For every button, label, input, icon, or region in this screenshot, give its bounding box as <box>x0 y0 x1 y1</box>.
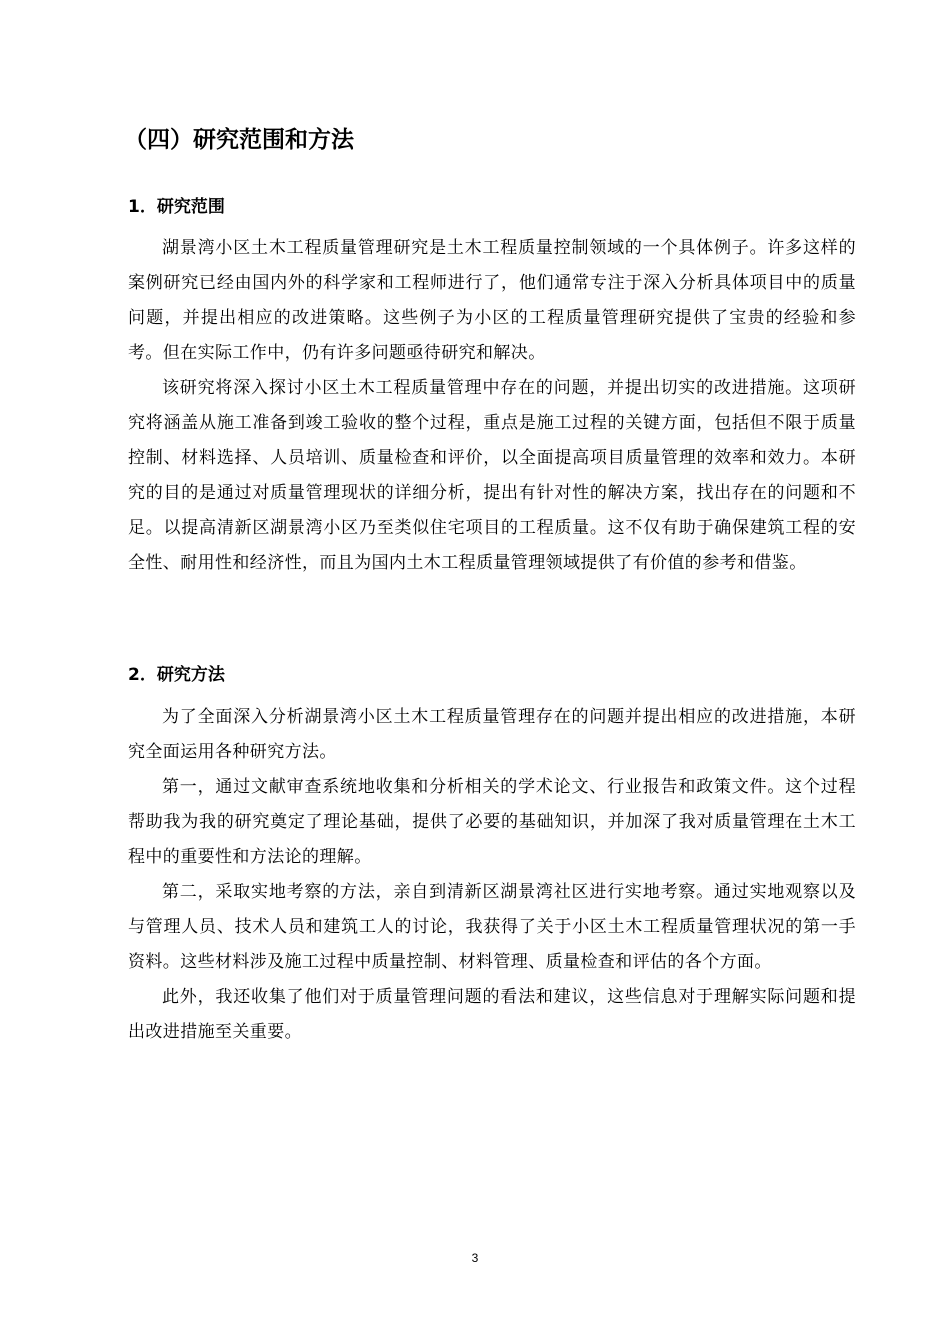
subsection-heading-methods: 2．研究方法 <box>128 665 225 685</box>
scope-body <box>128 231 856 581</box>
paragraph: 湖景湾小区土木工程质量管理研究是土木工程质量控制领域的一个具体例子。许多这样的案例研究已经由国内外的科学家和工程师进行了，他们通常专注于深入分析具体项目中的质量问题，并提出相应的改进策略。这些例子为小区的工程质量管理研究提供了宝贵的经验和参考。但在实际工作中，仍有许多问题亟待研究和解决。 <box>128 238 856 363</box>
methods-body <box>128 700 856 1050</box>
subsection-heading-scope: 1．研究范围 <box>128 197 225 217</box>
paragraph: 此外，我还收集了他们对于质量管理问题的看法和建议，这些信息对于理解实际问题和提出改进措施至关重要。 <box>128 987 856 1042</box>
paragraph: 该研究将深入探讨小区土木工程质量管理中存在的问题，并提出切实的改进措施。这项研究将涵盖从施工准备到竣工验收的整个过程，重点是施工过程的关键方面，包括但不限于质量控制、材料选择、人员培训、质量检查和评价，以全面提高项目质量管理的效率和效力。本研究的目的是通过对质量管理现状的详细分析，提出有针对性的解决方案，找出存在的问题和不足。以提高清新区湖景湾小区乃至类似住宅项目的工程质量。这不仅有助于确保建筑工程的安全性、耐用性和经济性，而且为国内土木工程质量管理领域提供了有价值的参考和借鉴。 <box>128 378 856 573</box>
paragraph: 第一，通过文献审查系统地收集和分析相关的学术论文、行业报告和政策文件。这个过程帮助我为我的研究奠定了理论基础，提供了必要的基础知识，并加深了我对质量管理在土木工程中的重要性和方法论的理解。 <box>128 777 856 867</box>
paragraph: 为了全面深入分析湖景湾小区土木工程质量管理存在的问题并提出相应的改进措施，本研究全面运用各种研究方法。 <box>128 707 856 762</box>
paragraph: 第二，采取实地考察的方法，亲自到清新区湖景湾社区进行实地考察。通过实地观察以及与管理人员、技术人员和建筑工人的讨论，我获得了关于小区土木工程质量管理状况的第一手资料。这些材料涉及施工过程中质量控制、材料管理、质量检查和评估的各个方面。 <box>128 882 856 972</box>
page-number: 3 <box>471 1251 479 1265</box>
section-title: （四）研究范围和方法 <box>124 127 354 153</box>
